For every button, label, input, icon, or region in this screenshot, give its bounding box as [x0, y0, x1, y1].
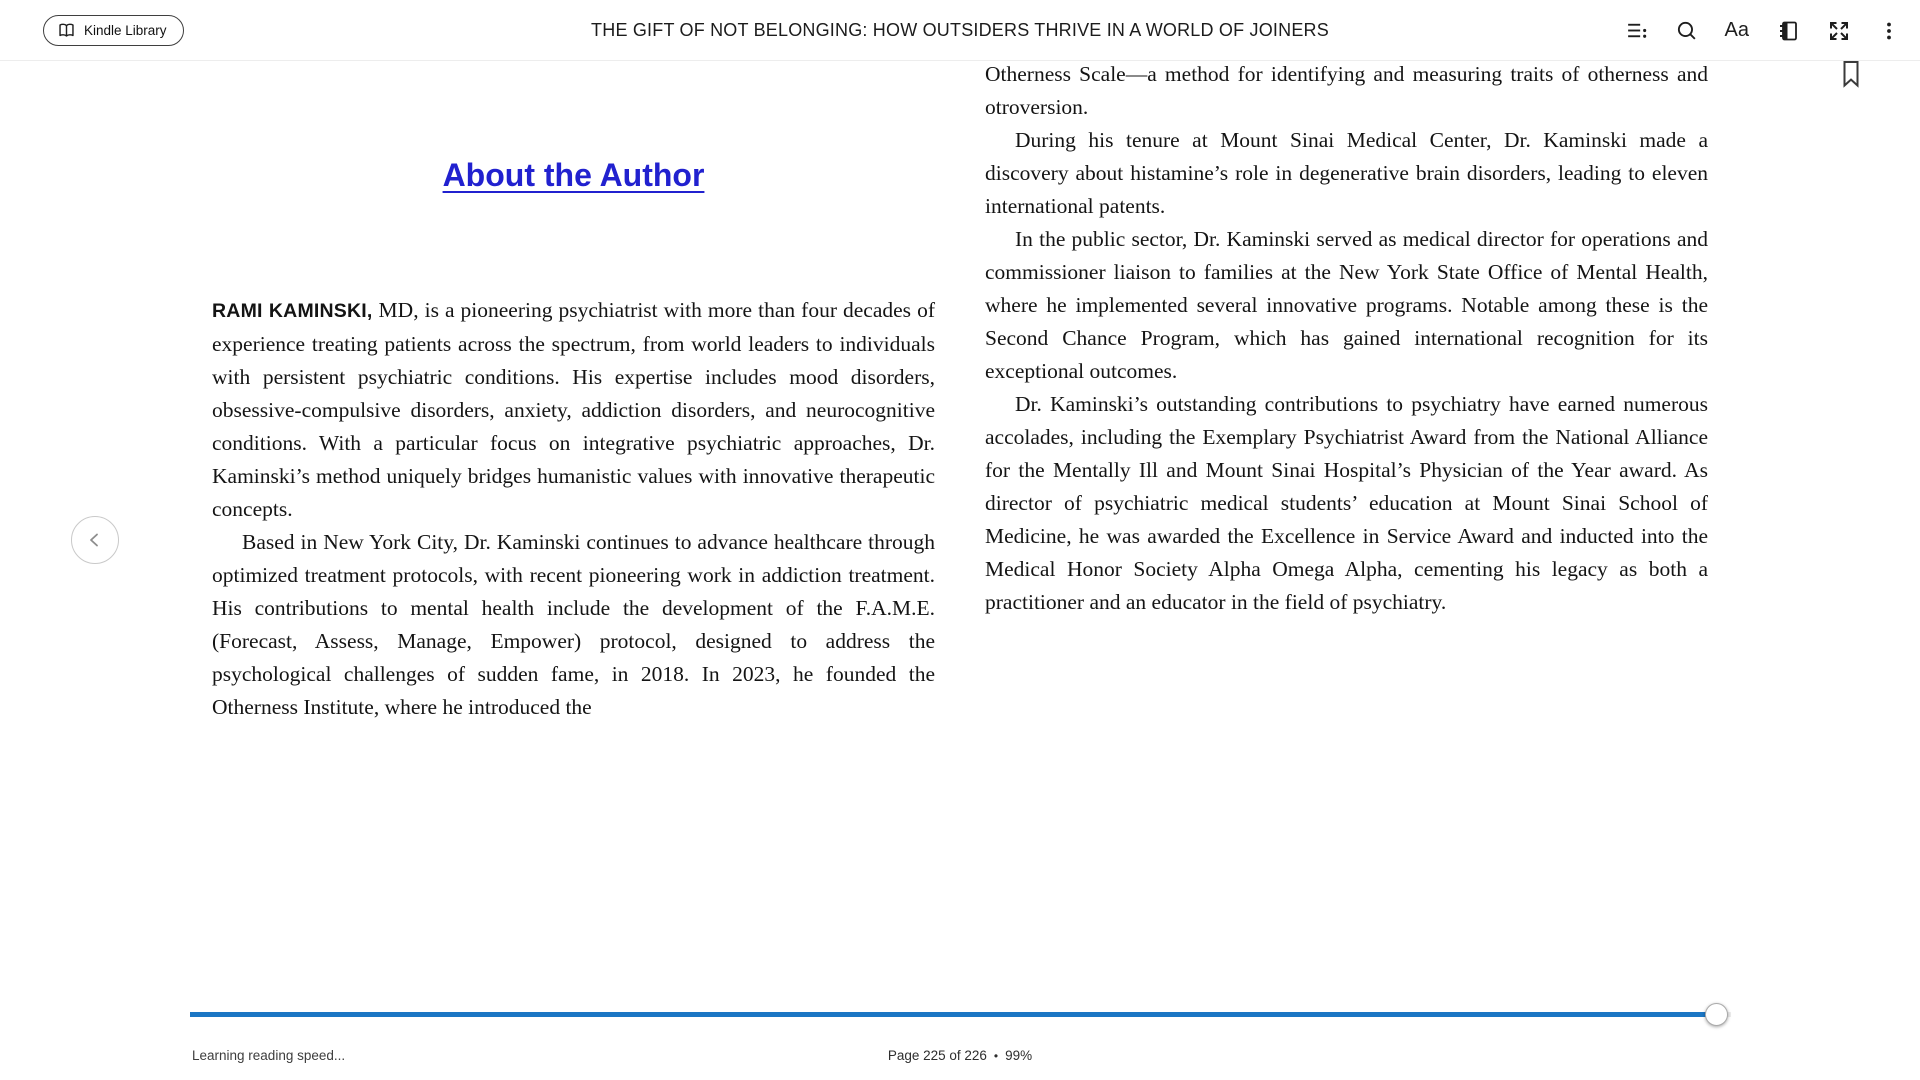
paragraph: In the public sector, Dr. Kaminski served as medical director for operations and commissioner liaison to families at the New York State Office of Mental Health, where he implemented several innovative programs. Notable among these is the Second Chance Program, which has gained international recognition for its exceptional outcomes. [985, 227, 1708, 383]
separator-dot: • [993, 1049, 999, 1063]
paragraph: Otherness Scale—a method for identifying and measuring traits of otherness and otroversion. [985, 62, 1708, 119]
reading-speed-status: Learning reading speed... [192, 1048, 346, 1063]
reading-progress-bar[interactable] [190, 1012, 1731, 1017]
percent-read-text: 99% [1005, 1048, 1033, 1063]
paragraph [212, 294, 935, 526]
chevron-left-icon [85, 530, 105, 550]
font-settings-button[interactable]: Aa [1723, 17, 1751, 44]
author-name-bold: RAMI KAMINSKI, [212, 300, 373, 322]
paragraph: Dr. Kaminski’s outstanding contributions to psychiatry have earned numerous accolades, including the Exemplary Psychiatrist Award from the National Alliance for the Mentally Ill and Mount Sinai Hospital’s Physician of the Year award. As director of psychiatric medical students’ education at Mount Sinai School of Medicine, he was awarded the Excellence in Service Award and inducted into the Medical Honor Society Alpha Omega Alpha, cementing his legacy as both a practitioner and an educator in the field of psychiatry. [985, 392, 1708, 614]
chapter-heading-link[interactable]: About the Author [442, 157, 705, 193]
page-number-text: Page 225 of 226 [887, 1048, 987, 1063]
paragraph: Based in New York City, Dr. Kaminski continues to advance healthcare through optimized treatment protocols, with recent pioneering work in addiction treatment. His contributions to mental health include the development of the F.A.M.E. (Forecast, Assess, Manage, Empower) protocol, designed to address the psychological challenges of sudden fame, in 2018. In 2023, he founded the Otherness Institute, where he introduced the [212, 530, 935, 719]
paragraph: During his tenure at Mount Sinai Medical Center, Dr. Kaminski made a discovery about histamine’s role in degenerative brain disorders, leading to eleven international patents. [985, 128, 1708, 218]
page-indicator [0, 1048, 1920, 1063]
book-title: THE GIFT OF NOT BELONGING: HOW OUTSIDERS THRIVE IN A WORLD OF JOINERS [591, 20, 1329, 40]
left-column [212, 156, 935, 724]
reading-progress-fill [190, 1012, 1716, 1017]
previous-page-button[interactable] [71, 516, 119, 564]
kindle-library-label: Kindle Library [84, 23, 167, 38]
right-column [985, 58, 1708, 619]
paragraph-text: MD, is a pioneering psychiatrist with more than four decades of experience treating patients across the spectrum, from world leaders to individuals with persistent psychiatric conditions. His expertise includes mood disorders, obsessive-compulsive disorders, anxiety, addiction disorders, and neurocognitive conditions. With a particular focus on integrative psychiatric approaches, Dr. Kaminski’s method uniquely bridges humanistic values with innovative therapeutic concepts. [212, 298, 935, 521]
progress-slider-handle[interactable] [1705, 1003, 1728, 1026]
